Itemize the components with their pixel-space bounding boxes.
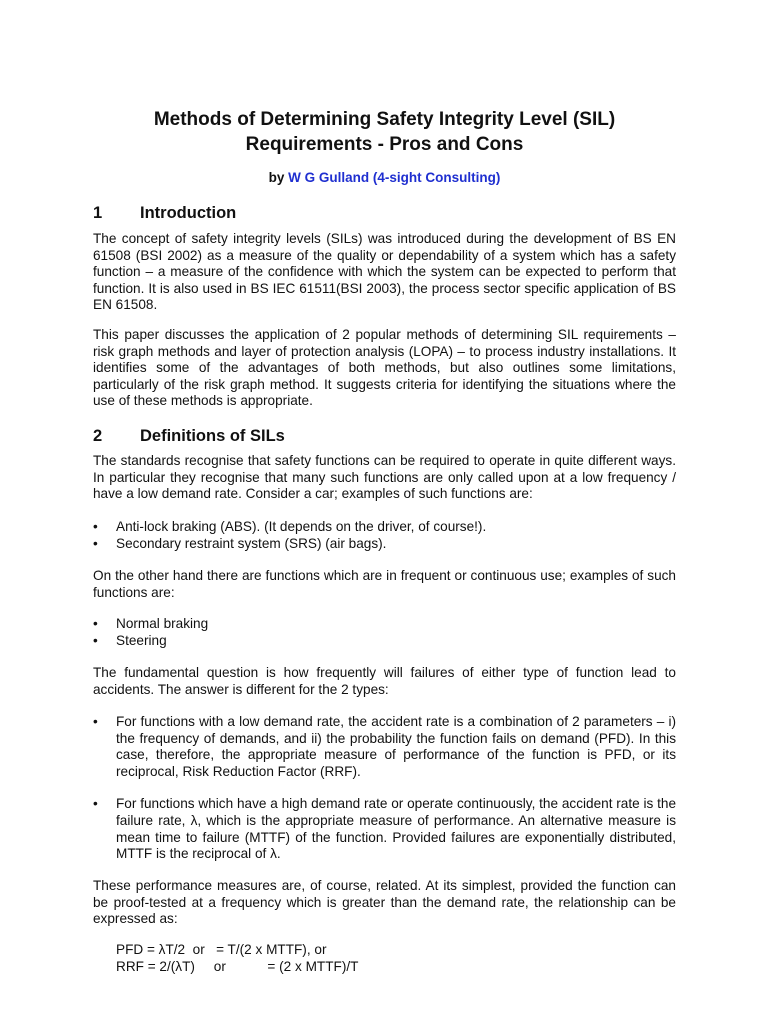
bullet-icon: • (93, 714, 98, 729)
list-item-text: Secondary restraint system (SRS) (air bags). (116, 535, 387, 551)
list-item (93, 714, 676, 780)
bullet-icon: • (93, 796, 98, 812)
paragraph-def-2: On the other hand there are functions which are in frequent or continuous use; examples of such functions are: (93, 568, 676, 600)
list-continuous (93, 616, 676, 649)
section-title: Introduction (140, 204, 237, 222)
list-item-text: For functions with a low demand rate, the accident rate is a combination of 2 parameters – i) the frequency of demands, and ii) the probability the function fails on demand (PFD). In this case, therefore, the appropriate measure of performance of the function is PFD, or its reciprocal, Risk Reduction Factor (RRF). (116, 714, 676, 779)
list-item-text: Steering (116, 632, 167, 648)
paragraph-intro-2: This paper discusses the application of 2 popular methods of determining SIL requirements – risk graph methods and layer of protection analysis (LOPA) – to process industry installations. It identifies some of the advantages of both methods, but also outlines some limitations, particularly of the risk graph method. It suggests criteria for identifying the situations where the use of these methods is appropriate. (93, 327, 676, 409)
list-demand-types (93, 714, 676, 863)
title-line-1: Methods of Determining Safety Integrity Level (SIL) (153, 109, 616, 130)
bullet-icon: • (93, 616, 98, 631)
bullet-icon: • (93, 535, 98, 551)
section-title: Definitions of SILs (140, 427, 285, 445)
list-item (93, 796, 676, 862)
section-number: 1 (93, 204, 103, 222)
byline-prefix: by (268, 170, 289, 185)
list-item (93, 616, 676, 633)
page-title (93, 107, 676, 157)
byline (93, 169, 676, 187)
formula-rrf: RRF = 2/(λT) or = (2 x MTTF)/T (116, 959, 359, 974)
list-item-text: Anti-lock braking (ABS). (It depends on the driver, of course!). (116, 519, 487, 534)
list-item (93, 633, 676, 650)
paragraph-intro-1: The concept of safety integrity levels (SILs) was introduced during the development of BS EN 61508 (BSI 2002) as a measure of the quality or dependability of a system which has a safety function – a measure of the confidence with which the system can be expected to perform that function. It is also used in BS IEC 61511(BSI 2003), the process sector specific application of BS EN 61508. (93, 231, 676, 313)
formula-pfd: PFD = λT/2 or = T/(2 x MTTF), or (116, 942, 327, 957)
list-item-text: For functions which have a high demand rate or operate continuously, the accident rate is the failure rate, λ, which is the appropriate measure of performance. An alternative measure is mean time to failure (MTTF) of the function. Provided failures are exponentially distributed, MTTF is the reciprocal of λ. (116, 796, 676, 862)
section-heading-definitions (93, 425, 285, 447)
author-link[interactable]: W G Gulland (4-sight Consulting) (288, 170, 501, 185)
paragraph-def-1: The standards recognise that safety functions can be required to operate in quite different ways. In particular they recognise that many such functions are only called upon at a low frequency / have a low demand rate. Consider a car; examples of such functions are: (93, 453, 676, 502)
bullet-icon: • (93, 632, 98, 648)
list-low-demand (93, 519, 676, 552)
list-item (93, 536, 676, 553)
bullet-icon: • (93, 519, 98, 534)
title-line-2: Requirements - Pros and Cons (245, 134, 524, 155)
list-item (93, 519, 676, 536)
paragraph-def-4: These performance measures are, of course, related. At its simplest, provided the function can be proof-tested at a frequency which is greater than the demand rate, the relationship can be expressed as: (93, 878, 676, 927)
section-number: 2 (93, 427, 103, 445)
section-heading-introduction (93, 202, 236, 224)
paragraph-def-3: The fundamental question is how frequently will failures of either type of function lead to accidents. The answer is different for the 2 types: (93, 665, 676, 697)
list-item-text: Normal braking (116, 616, 209, 631)
